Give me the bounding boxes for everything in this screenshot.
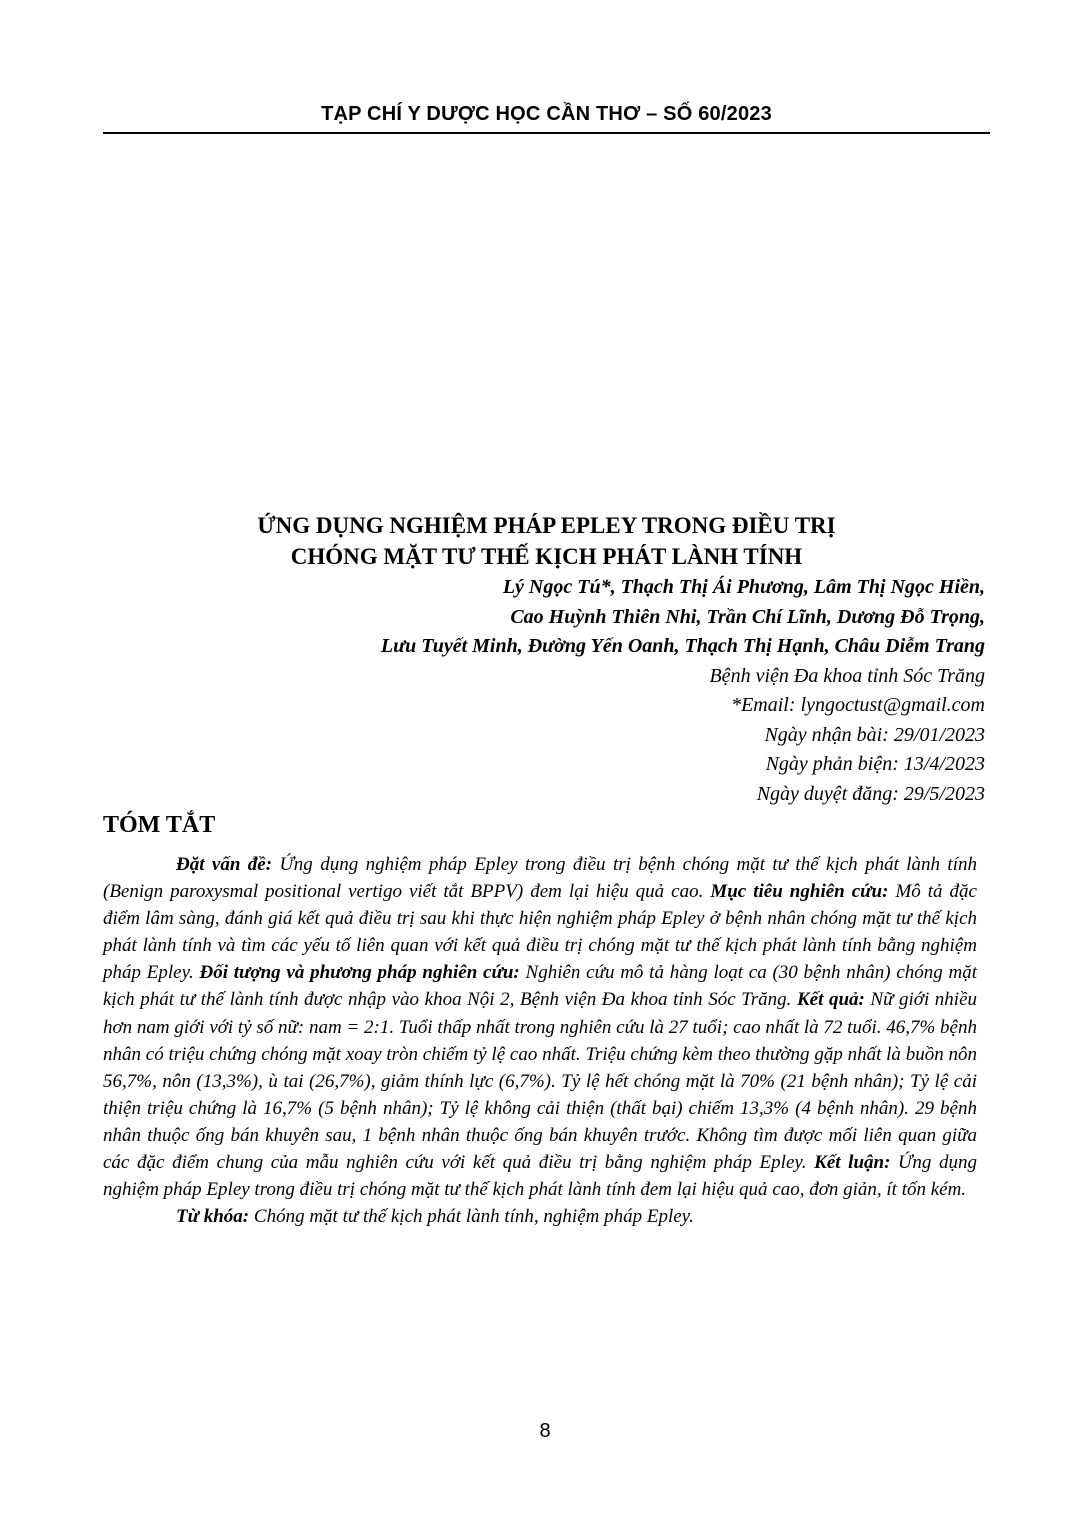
methods-text: Nghiên cứu mô tả hàng loạt ca (30 bệnh nhân) chóng mặt kịch phát tư thế lành tính được nhập vào khoa Nội 2, Bệnh viện Đa khoa tỉnh Sóc Trăng. xyxy=(103,962,978,1011)
author-line-1: Lý Ngọc Tú*, Thạch Thị Ái Phương, Lâm Thị Ngọc Hiền, xyxy=(502,576,985,598)
objective-label: Mục tiêu nghiên cứu: xyxy=(710,881,889,903)
abstract-body xyxy=(103,851,977,1230)
article-title xyxy=(103,510,990,572)
conclusion-label: Kết luận: xyxy=(814,1152,891,1174)
accepted-date: Ngày duyệt đăng: 29/5/2023 xyxy=(756,782,985,805)
results-text: Nữ giới nhiều hơn nam giới với tỷ số nữ: nam = 2:1. Tuổi thấp nhất trong nghiên cứu là 27 tuổi; cao nhất là 72 tuổi. 46,7% bệnh nhân có triệu chứng chóng mặt xoay tròn chiếm tỷ lệ cao nhất. Triệu chứng kèm theo thường gặp nhất là buồn nôn 56,7%, nôn (13,3%), ù tai (26,7%), giảm thính lực (6,7%). Tỷ lệ hết chóng mặt là 70% (21 bệnh nhân); Tỷ lệ cải thiện triệu chứng là 16,7% (5 bệnh nhân); Tỷ lệ không cải thiện (thất bại) chiếm 13,3% (4 bệnh nhân). 29 bệnh nhân thuộc ống bán khuyên sau, 1 bệnh nhân thuộc ống bán khuyên trước. Không tìm được mối liên quan giữa các đặc điểm chung của mẫu nghiên cứu với kết quả điều trị bằng nghiệm pháp Epley. xyxy=(103,989,978,1174)
header-divider xyxy=(103,132,990,134)
background-text: Ứng dụng nghiệm pháp Epley trong điều trị bệnh chóng mặt tư thế kịch phát lành tính (Benign paroxysmal positional vertigo viết tắt BPPV) đem lại hiệu quả cao. xyxy=(103,854,977,903)
background-label: Đặt vấn đề: xyxy=(176,854,273,875)
keywords-label: Từ khóa: xyxy=(176,1206,250,1228)
methods-label: Đối tượng và phương pháp nghiên cứu: xyxy=(199,962,520,984)
conclusion-text: Ứng dụng nghiệm pháp Epley trong điều trị chóng mặt tư thế kịch phát lành tính đem lại hiệu quả cao, đơn giản, ít tốn kém. xyxy=(103,1152,978,1201)
review-date: Ngày phản biện: 13/4/2023 xyxy=(765,753,985,775)
journal-header: TẠP CHÍ Y DƯỢC HỌC CẦN THƠ – SỐ 60/2023 xyxy=(321,103,772,125)
objective-text: Mô tả đặc điểm lâm sàng, đánh giá kết quả điều trị sau khi thực hiện nghiệm pháp Epley ở bệnh nhân chóng mặt tư thế kịch phát lành tính và tìm các yếu tố liên quan với kết quả điều trị chóng mặt tư thế kịch phát lành tính bằng nghiệm pháp Epley. xyxy=(103,881,977,984)
keywords-paragraph xyxy=(103,1203,977,1230)
received-date: Ngày nhận bài: 29/01/2023 xyxy=(764,723,985,746)
email: *Email: lyngoctust@gmail.com xyxy=(731,694,985,716)
affiliation: Bệnh viện Đa khoa tỉnh Sóc Trăng xyxy=(709,664,985,687)
title-line-1: ỨNG DỤNG NGHIỆM PHÁP EPLEY TRONG ĐIỀU TRỊ xyxy=(257,513,836,538)
abstract-heading: TÓM TẮT xyxy=(103,812,216,838)
title-line-2: CHÓNG MẶT TƯ THẾ KỊCH PHÁT LÀNH TÍNH xyxy=(290,544,803,569)
article-meta xyxy=(185,573,985,809)
abstract-paragraph xyxy=(103,851,977,1203)
keywords-text: Chóng mặt tư thế kịch phát lành tính, nghiệm pháp Epley. xyxy=(249,1206,694,1228)
author-line-3: Lưu Tuyết Minh, Đường Yến Oanh, Thạch Thị Hạnh, Châu Diễm Trang xyxy=(380,635,985,657)
results-label: Kết quả: xyxy=(796,989,865,1011)
author-line-2: Cao Huỳnh Thiên Nhi, Trần Chí Lĩnh, Dương Đỗ Trọng, xyxy=(510,605,985,628)
page-number: 8 xyxy=(539,1420,551,1442)
